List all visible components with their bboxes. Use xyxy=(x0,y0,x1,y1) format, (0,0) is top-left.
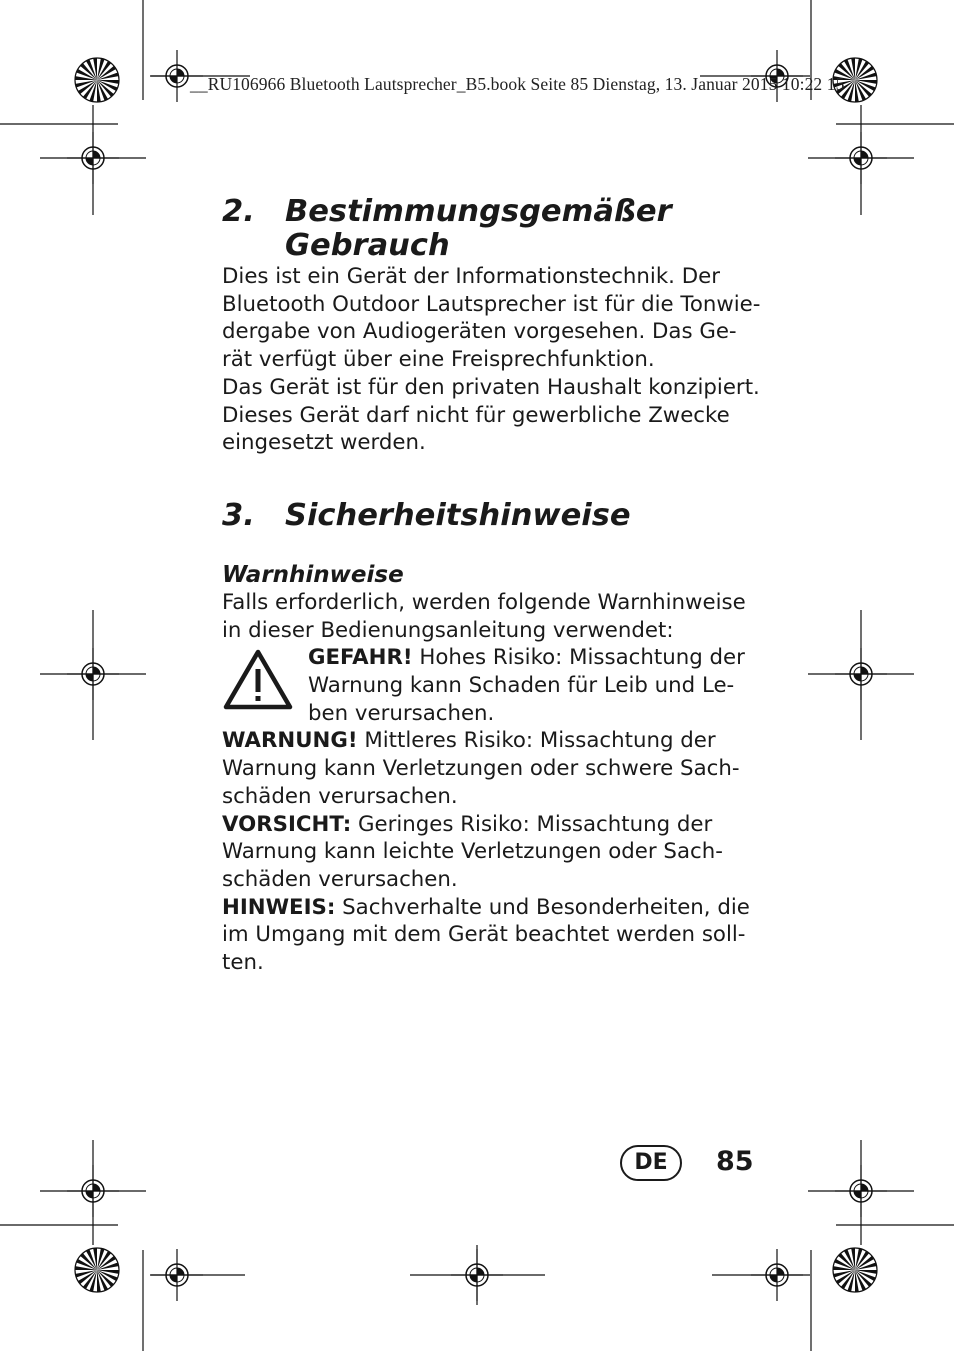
color-bar-star xyxy=(833,1248,877,1292)
note-keyword: HINWEIS: xyxy=(222,894,336,920)
section-3-title: Sicherheitshinweise xyxy=(285,497,631,533)
danger-notice xyxy=(222,644,762,727)
warning-text: Warnung kann Verletzungen oder schwere Sach- xyxy=(222,756,740,782)
section-2-body xyxy=(222,263,762,457)
danger-text: Hohes Risiko: Missachtung der xyxy=(412,645,745,671)
intro-line: Falls erforderlich, werden folgende Warnhinweise xyxy=(222,589,746,615)
warning-text: Mittleres Risiko: Missachtung der xyxy=(357,728,716,754)
body-line: rät verfügt über eine Freisprechfunktion. xyxy=(222,347,655,373)
body-line: dergabe von Audiogeräten vorgesehen. Das Ge- xyxy=(222,319,737,345)
warning-text: schäden verursachen. xyxy=(222,783,458,809)
body-line: eingesetzt werden. xyxy=(222,430,426,456)
section-2-title-line1: Bestimmungsgemäßer xyxy=(285,194,672,229)
danger-text: ben verursachen. xyxy=(308,700,495,726)
note-text: Sachverhalte und Besonderheiten, die xyxy=(335,894,750,920)
warning-notice xyxy=(222,727,762,810)
caution-notice xyxy=(222,811,762,894)
body-line: Dies ist ein Gerät der Informationstechnik. Der xyxy=(222,264,720,289)
danger-keyword: GEFAHR! xyxy=(308,645,413,671)
note-text: ten. xyxy=(222,950,264,976)
body-line: Das Gerät ist für den privaten Haushalt konzipiert. xyxy=(222,374,760,400)
warnings-subheading: Warnhinweise xyxy=(222,561,404,588)
section-3-number: 3. xyxy=(222,497,255,533)
print-header: __RU106966 Bluetooth Lautsprecher_B5.book Seite 85 Dienstag, 13. Januar 2015 10:22 15 xyxy=(190,74,845,94)
section-3-heading xyxy=(222,499,762,533)
warning-triangle-icon xyxy=(222,644,308,727)
section-2-title-line2: Gebrauch xyxy=(285,228,450,263)
section-2-heading xyxy=(222,195,762,263)
language-badge: DE xyxy=(620,1145,682,1181)
caution-text: schäden verursachen. xyxy=(222,866,458,892)
caution-keyword: VORSICHT: xyxy=(222,811,352,837)
caution-text: Warnung kann leichte Verletzungen oder Sach- xyxy=(222,839,723,865)
caution-text: Geringes Risiko: Missachtung der xyxy=(351,811,713,837)
danger-text: Warnung kann Schaden für Leib und Le- xyxy=(308,673,735,699)
intro-line: in dieser Bedienungsanleitung verwendet: xyxy=(222,617,674,643)
color-bar-star xyxy=(75,58,119,102)
page-content xyxy=(222,195,762,977)
body-line: Bluetooth Outdoor Lautsprecher ist für die Tonwie- xyxy=(222,291,761,317)
page-number: 85 xyxy=(716,1146,754,1177)
section-2-number: 2. xyxy=(222,194,255,229)
body-line: Dieses Gerät darf nicht für gewerbliche Zwecke xyxy=(222,402,730,428)
warning-keyword: WARNUNG! xyxy=(222,728,358,754)
note-text: im Umgang mit dem Gerät beachtet werden soll- xyxy=(222,922,746,948)
color-bar-star xyxy=(75,1248,119,1292)
note-notice xyxy=(222,894,762,977)
